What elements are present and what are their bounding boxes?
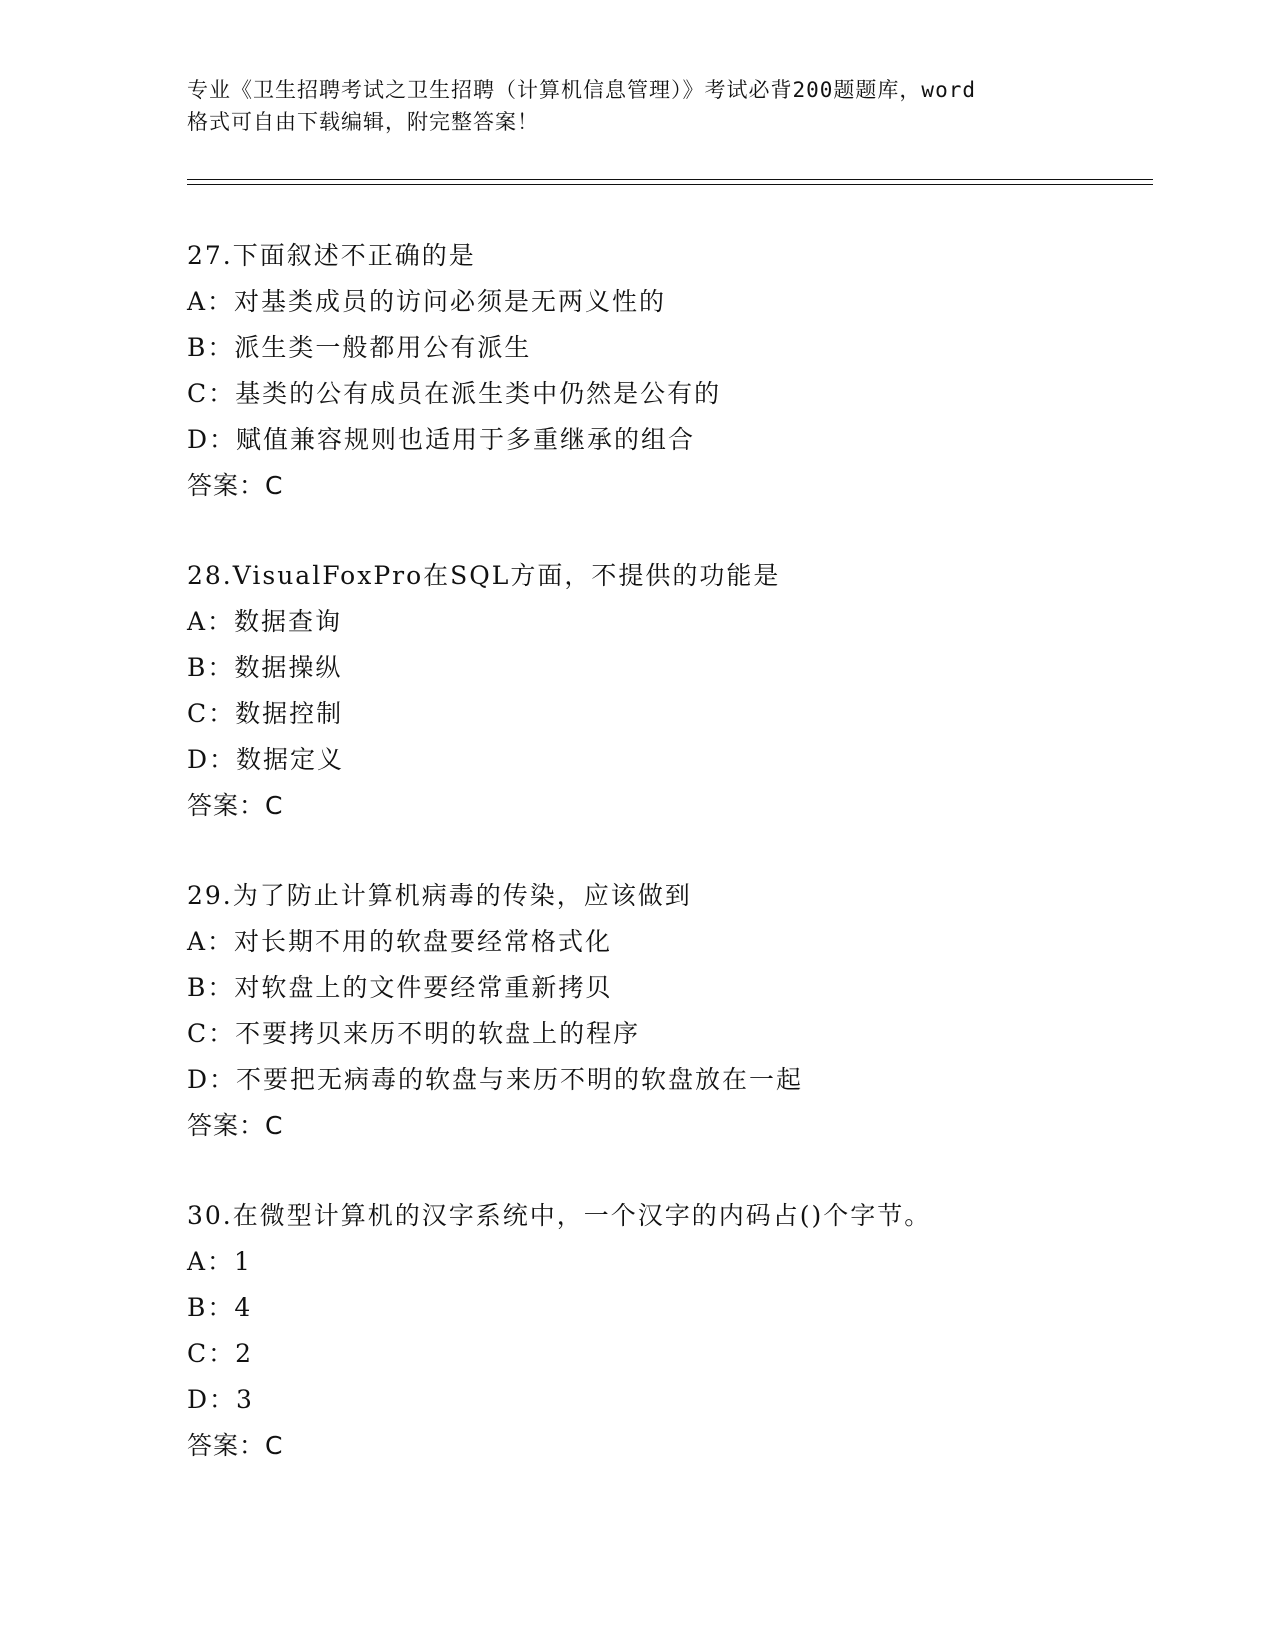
option-a: A：对基类成员的访问必须是无两义性的	[187, 287, 667, 316]
answer-line: 答案：C	[187, 1111, 284, 1140]
option-a: A：数据查询	[187, 607, 343, 636]
option-a: A：1	[187, 1247, 252, 1276]
question-27	[187, 233, 1147, 509]
option-d: D：3	[187, 1385, 254, 1414]
option-b: B：数据操纵	[187, 653, 343, 682]
option-b: B：对软盘上的文件要经常重新拷贝	[187, 973, 613, 1002]
answer-line: 答案：C	[187, 1431, 284, 1460]
header-line-1: 专业《卫生招聘考试之卫生招聘（计算机信息管理）》考试必背200题题库，word	[187, 78, 976, 102]
option-d: D：不要把无病毒的软盘与来历不明的软盘放在一起	[187, 1065, 804, 1094]
option-d: D：数据定义	[187, 745, 345, 774]
question-stem: 30.在微型计算机的汉字系统中，一个汉字的内码占()个字节。	[187, 1201, 932, 1230]
question-28	[187, 553, 1147, 829]
question-30	[187, 1193, 1147, 1469]
option-d: D：赋值兼容规则也适用于多重继承的组合	[187, 425, 696, 454]
header-divider-bottom	[187, 184, 1153, 185]
question-stem: 28.VisualFoxPro在SQL方面，不提供的功能是	[187, 561, 781, 590]
option-c: C：2	[187, 1339, 254, 1368]
question-29	[187, 873, 1147, 1149]
document-header	[187, 74, 1087, 138]
option-c: C：不要拷贝来历不明的软盘上的程序	[187, 1019, 641, 1048]
option-b: B：派生类一般都用公有派生	[187, 333, 532, 362]
answer-line: 答案：C	[187, 471, 284, 500]
header-line-2: 格式可自由下载编辑，附完整答案！	[187, 110, 539, 134]
question-stem: 27.下面叙述不正确的是	[187, 241, 476, 270]
option-c: C：基类的公有成员在派生类中仍然是公有的	[187, 379, 722, 408]
header-divider-top	[187, 179, 1153, 180]
option-b: B：4	[187, 1293, 253, 1322]
option-a: A：对长期不用的软盘要经常格式化	[187, 927, 613, 956]
option-c: C：数据控制	[187, 699, 344, 728]
question-stem: 29.为了防止计算机病毒的传染，应该做到	[187, 881, 692, 910]
answer-line: 答案：C	[187, 791, 284, 820]
